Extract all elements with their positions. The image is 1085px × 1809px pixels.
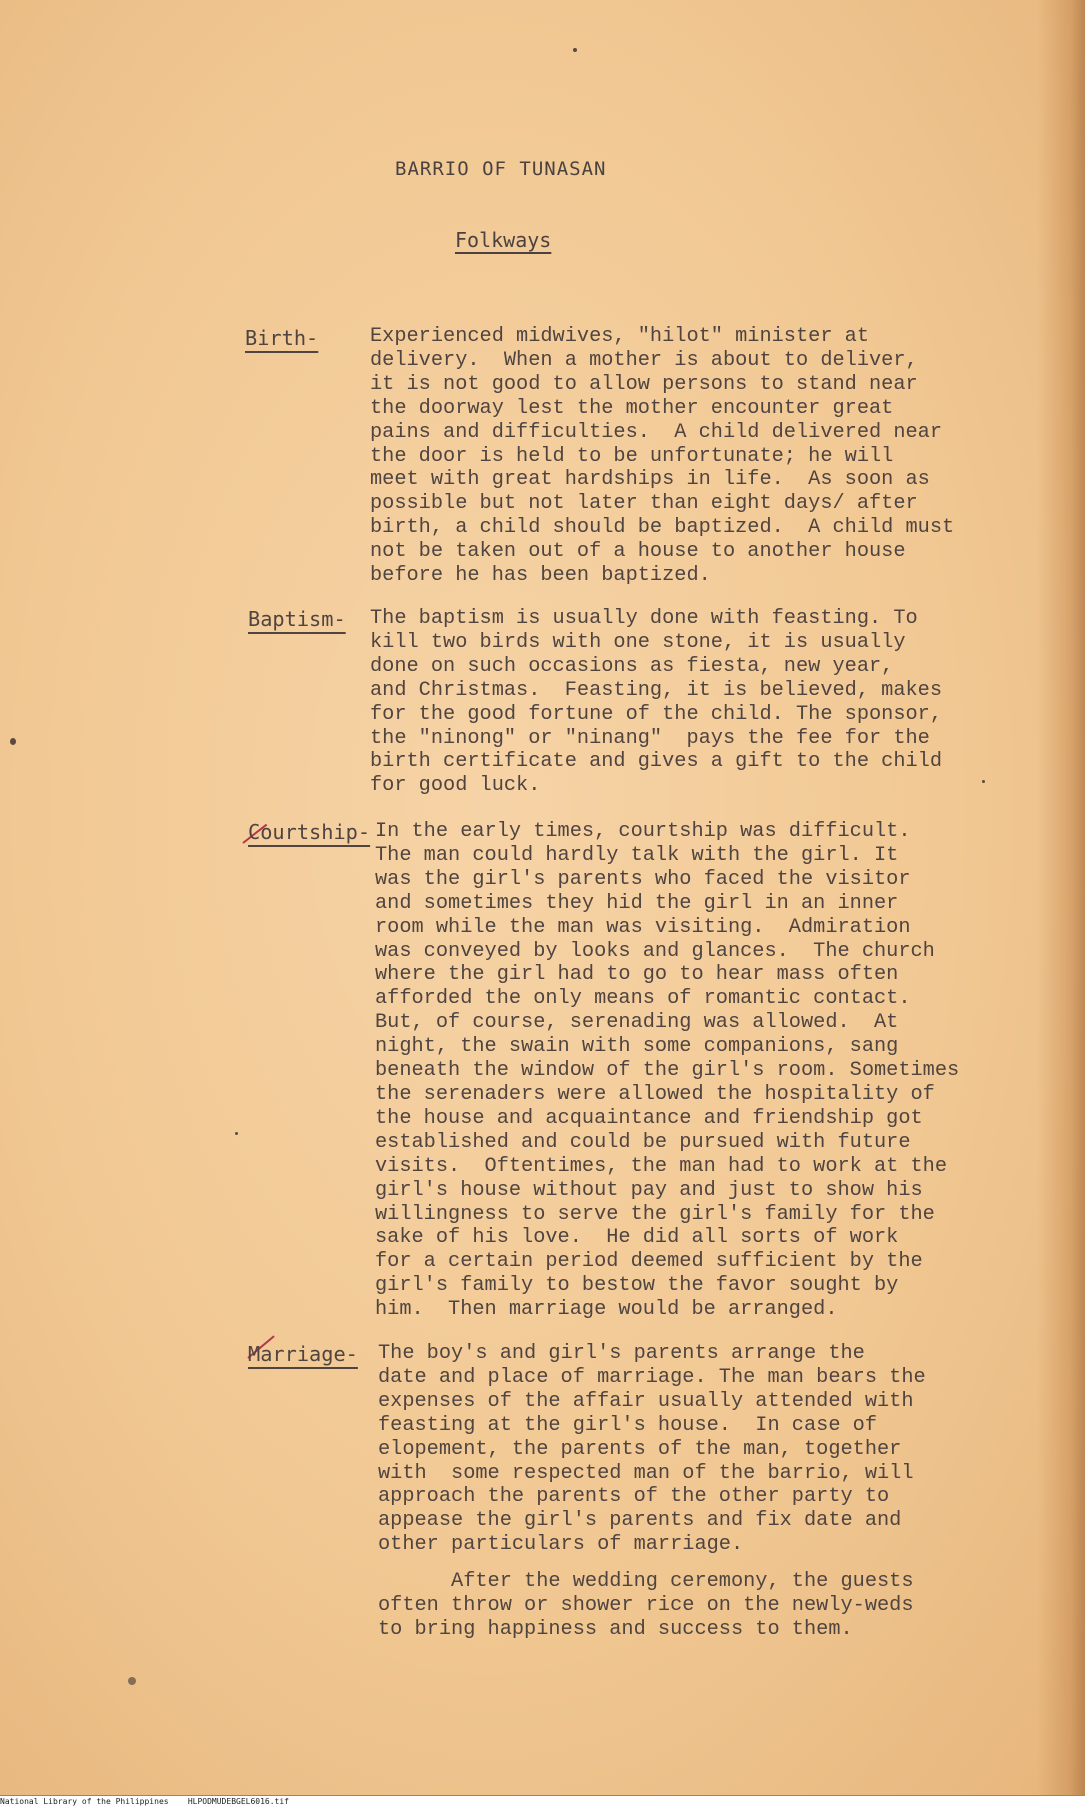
section-label-baptism: Baptism- [248,607,346,631]
text-line: often throw or shower rice on the newly-weds [378,1593,914,1617]
text-line: to bring happiness and success to them. [378,1617,853,1641]
text-line: was conveyed by looks and glances. The church [375,939,935,963]
section-text-marriage [378,1342,926,1557]
section-label-courtship: Courtship- [248,820,371,844]
text-line: But, of course, serenading was allowed. At [375,1011,899,1035]
text-line: date and place of marriage. The man bears the [378,1365,926,1389]
section-text-courtship [375,820,959,1322]
text-line: delivery. When a mother is about to deliver, [370,348,918,372]
document-title: BARRIO OF TUNASAN [395,158,607,180]
section-label-birth: Birth- [245,326,319,350]
text-line: approach the parents of the other party to [378,1485,890,1509]
text-line: After the wedding ceremony, the guests [378,1570,914,1593]
text-line: Experienced midwives, "hilot" minister at [370,325,869,348]
text-line: night, the swain with some companions, sang [375,1035,899,1059]
text-line: appease the girl's parents and fix date and [378,1509,902,1533]
section-text-closing [378,1570,914,1642]
ink-spot [10,738,16,745]
section-label-marriage: Marriage- [248,1342,358,1366]
text-line: The man could hardly talk with the girl. It [375,843,899,867]
text-line: expenses of the affair usually attended with [378,1389,914,1413]
text-line: done on such occasions as fiesta, new year, [370,654,894,678]
document-subtitle: Folkways [455,228,552,252]
text-line: birth, a child should be baptized. A child must [370,516,955,540]
text-line: for the good fortune of the child. The sponsor, [370,702,943,726]
ink-spot [235,1132,238,1135]
text-line: willingness to serve the girl's family for the [375,1202,935,1226]
text-line: the house and acquaintance and friendship got [375,1106,923,1130]
text-line: In the early times, courtship was difficult. [375,820,911,843]
text-line: not be taken out of a house to another house [370,540,906,564]
text-line: him. Then marriage would be arranged. [375,1298,838,1322]
text-line: established and could be pursued with future [375,1130,911,1154]
ink-spot [573,48,577,52]
text-line: before he has been baptized. [370,564,711,588]
text-line: birth certificate and gives a gift to the child [370,750,943,774]
text-line: The boy's and girl's parents arrange the [378,1342,865,1365]
text-line: with some respected man of the barrio, will [378,1461,914,1485]
text-line: beneath the window of the girl's room. Sometimes [375,1059,960,1083]
text-line: pains and difficulties. A child delivered near [370,420,943,444]
text-line: the serenaders were allowed the hospitality of [375,1082,935,1106]
text-line: and Christmas. Feasting, it is believed, makes [370,678,943,702]
text-line: other particulars of marriage. [378,1533,744,1557]
ink-spot [128,1677,136,1685]
text-line: girl's house without pay and just to show his [375,1178,923,1202]
page-edge-shadow [1037,0,1085,1795]
text-line: visits. Oftentimes, the man had to work at the [375,1154,948,1178]
text-line: the door is held to be unfortunate; he will [370,444,894,468]
scan-footer: National Library of the Philippines HLPODMUDEBGEL6016.tif [0,1795,1085,1809]
text-line: and sometimes they hid the girl in an inner [375,891,899,915]
text-line: afforded the only means of romantic contact. [375,987,911,1011]
text-line: The baptism is usually done with feasting. To [370,607,918,630]
text-line: the doorway lest the mother encounter great [370,396,894,420]
text-line: for a certain period deemed sufficient by the [375,1250,923,1274]
text-line: for good luck. [370,774,541,798]
text-line: girl's family to bestow the favor sought by [375,1274,899,1298]
text-line: where the girl had to go to hear mass often [375,963,899,987]
ink-spot [982,780,985,783]
text-line: the "ninong" or "ninang" pays the fee for the [370,726,930,750]
text-line: elopement, the parents of the man, together [378,1437,902,1461]
text-line: kill two birds with one stone, it is usually [370,630,906,654]
text-line: possible but not later than eight days/ after [370,492,918,516]
text-line: feasting at the girl's house. In case of [378,1413,877,1437]
text-line: meet with great hardships in life. As soon as [370,468,930,492]
section-text-baptism [370,607,942,798]
text-line: sake of his love. He did all sorts of work [375,1226,899,1250]
text-line: was the girl's parents who faced the visitor [375,867,911,891]
text-line: room while the man was visiting. Admiration [375,915,911,939]
text-line: it is not good to allow persons to stand near [370,372,918,396]
section-text-birth [370,325,954,588]
